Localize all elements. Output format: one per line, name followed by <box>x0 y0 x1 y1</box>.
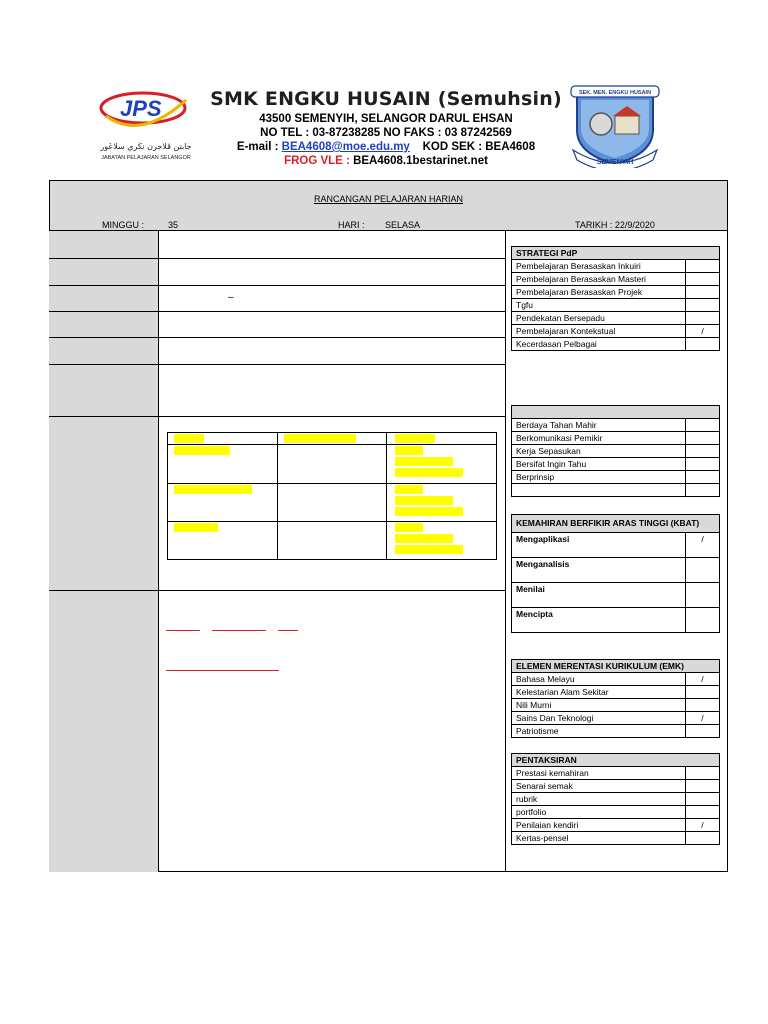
strategi-item: Pembelajaran Berasaskan Projek <box>512 286 686 299</box>
red-underline <box>166 670 279 671</box>
frog-line <box>206 154 566 168</box>
grid-cell <box>387 522 497 560</box>
red-underline <box>166 630 200 631</box>
tarikh: TARIKH : 22/9/2020 <box>575 220 655 230</box>
nilai-item: Bersifat Ingin Tahu <box>512 458 686 471</box>
nilai-item: Kerja Sepasukan <box>512 445 686 458</box>
kbat-item: Mengaplikasi <box>512 533 686 558</box>
strategi-check[interactable] <box>686 312 720 325</box>
grid-cell <box>168 484 278 522</box>
label-column <box>49 231 159 872</box>
row-separator <box>49 590 505 591</box>
pentaksiran-title: PENTAKSIRAN <box>512 754 720 767</box>
pentaksiran-item: rubrik <box>512 793 686 806</box>
dash-mark: – <box>228 292 234 303</box>
grid-cell <box>387 484 497 522</box>
hari-value: SELASA <box>385 220 421 230</box>
strategi-check[interactable] <box>686 273 720 286</box>
nilai-title <box>512 406 720 419</box>
nilai-check[interactable] <box>686 484 720 497</box>
nilai-check[interactable] <box>686 419 720 432</box>
grid-cell <box>277 433 387 445</box>
nilai-check[interactable] <box>686 458 720 471</box>
school-phone: NO TEL : 03-87238285 NO FAKS : 03 87242569 <box>260 127 512 139</box>
grid-cell <box>387 445 497 484</box>
school-header <box>206 88 566 168</box>
kod-sek: KOD SEK : BEA4608 <box>422 141 536 153</box>
nilai-table <box>511 405 720 497</box>
minggu-value: 35 <box>168 220 179 230</box>
strategi-item: Pendekatan Bersepadu <box>512 312 686 325</box>
pentaksiran-check[interactable] <box>685 780 719 793</box>
emk-item: Nili Murni <box>512 699 686 712</box>
nilai-item: Berkomunikasi Pemikir <box>512 432 686 445</box>
emk-table <box>511 659 720 738</box>
grid-cell <box>168 522 278 560</box>
jps-jawi: جابتن ڤلاجرن نڬري سلاڠور <box>100 142 192 151</box>
activity-grid <box>167 432 497 560</box>
red-underline <box>212 630 266 631</box>
grid-cell <box>277 522 387 560</box>
school-crest <box>567 84 663 168</box>
nilai-check[interactable] <box>686 471 720 484</box>
kbat-item: Menganalisis <box>512 558 686 583</box>
row-separator <box>49 364 505 365</box>
grid-cell <box>387 433 497 445</box>
pentaksiran-check[interactable] <box>685 832 719 845</box>
row-separator <box>49 416 505 417</box>
pentaksiran-table <box>511 753 720 845</box>
grid-cell <box>168 433 278 445</box>
strategi-item: Pembelajaran Kontekstual <box>512 325 686 338</box>
emk-item: Sains Dan Teknologi <box>512 712 686 725</box>
pentaksiran-check[interactable] <box>685 806 719 819</box>
hari-label: HARI : <box>338 220 365 230</box>
pentaksiran-item: portfolio <box>512 806 686 819</box>
emk-check[interactable] <box>685 699 719 712</box>
emk-item: Bahasa Melayu <box>512 673 686 686</box>
pentaksiran-check[interactable] <box>685 793 719 806</box>
rph-title: RANCANGAN PELAJARAN HARIAN <box>313 194 464 204</box>
strategi-check[interactable] <box>686 299 720 312</box>
nilai-item: Berdaya Tahan Mahir <box>512 419 686 432</box>
email-label: E-mail : <box>236 141 282 153</box>
school-name: SMK ENGKU HUSAIN (Semuhsin) <box>210 88 562 110</box>
strategi-item: Tgfu <box>512 299 686 312</box>
nilai-item <box>512 484 686 497</box>
kbat-check[interactable]: / <box>686 533 720 558</box>
kbat-check[interactable] <box>686 558 720 583</box>
row-separator <box>49 337 505 338</box>
pentaksiran-item: Penilaian kendiri <box>512 819 686 832</box>
strategi-item: Pembelajaran Berasaskan Masteri <box>512 273 686 286</box>
kbat-title: KEMAHIRAN BERFIKIR ARAS TINGGI (KBAT) <box>512 515 720 533</box>
strategi-item: Pembelajaran Berasaskan Inkuiri <box>512 260 686 273</box>
strategi-check[interactable] <box>686 286 720 299</box>
kbat-item: Menilai <box>512 583 686 608</box>
pentaksiran-check[interactable] <box>685 767 719 780</box>
jps-caption: JABATAN PELAJARAN SELANGOR <box>101 155 191 161</box>
jps-logo <box>96 86 196 166</box>
jps-logo-text: JPS <box>120 96 162 121</box>
nilai-check[interactable] <box>686 432 720 445</box>
email-link[interactable]: BEA4608@moe.edu.my <box>281 141 410 153</box>
emk-check[interactable] <box>685 686 719 699</box>
pentaksiran-item: Prestasi kemahiran <box>512 767 686 780</box>
nilai-check[interactable] <box>686 445 720 458</box>
kbat-table <box>511 514 720 633</box>
strategi-check[interactable]: / <box>686 325 720 338</box>
grid-cell <box>277 484 387 522</box>
row-separator <box>49 258 505 259</box>
school-email-line <box>206 140 566 154</box>
strategi-table <box>511 246 720 351</box>
strategi-check[interactable] <box>686 338 720 351</box>
crest-top-text: SEK. MEN. ENGKU HUSAIN <box>578 90 652 96</box>
pentaksiran-check[interactable]: / <box>685 819 719 832</box>
strategi-item: Kecerdasan Pelbagai <box>512 338 686 351</box>
nilai-item: Berprinsip <box>512 471 686 484</box>
kbat-check[interactable] <box>686 608 720 633</box>
row-separator <box>49 285 505 286</box>
pentaksiran-item: Kertas-pensel <box>512 832 686 845</box>
frog-url: BEA4608.1bestarinet.net <box>353 155 488 167</box>
pentaksiran-item: Senarai semak <box>512 780 686 793</box>
emk-item: Patriotisme <box>512 725 686 738</box>
grid-cell <box>168 445 278 484</box>
column-divider <box>505 231 506 872</box>
emk-item: Kelestarian Alam Sekitar <box>512 686 686 699</box>
row-separator <box>49 311 505 312</box>
emk-check[interactable]: / <box>685 712 719 725</box>
school-address: 43500 SEMENYIH, SELANGOR DARUL EHSAN <box>259 113 513 125</box>
emk-title: ELEMEN MERENTASI KURIKULUM (EMK) <box>512 660 720 673</box>
frog-label: FROG VLE : <box>284 155 354 167</box>
emk-check[interactable]: / <box>685 673 719 686</box>
crest-bottom-text: SEMENYIH <box>596 159 634 166</box>
red-underline <box>278 630 298 631</box>
strategi-title: STRATEGI PdP <box>512 247 720 260</box>
strategi-check[interactable] <box>686 260 720 273</box>
grid-cell <box>277 445 387 484</box>
minggu-label: MINGGU : <box>102 220 144 230</box>
kbat-check[interactable] <box>686 583 720 608</box>
kbat-item: Mencipta <box>512 608 686 633</box>
emk-check[interactable] <box>685 725 719 738</box>
